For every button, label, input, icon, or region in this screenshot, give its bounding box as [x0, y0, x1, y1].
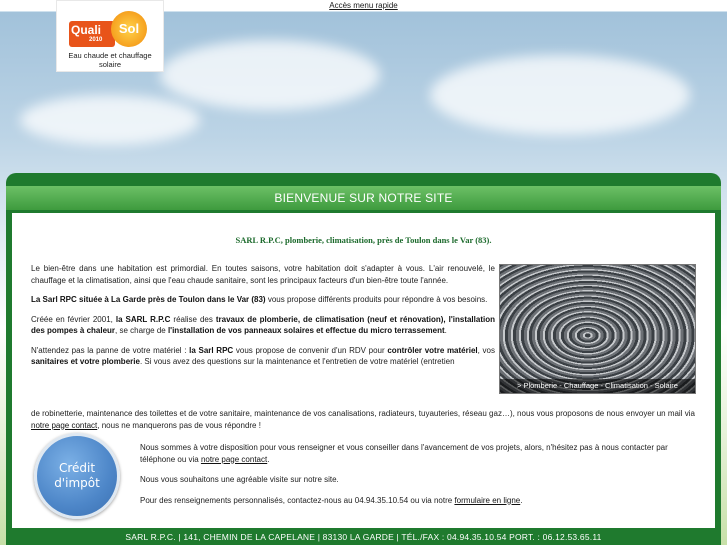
services-text: réalise des: [170, 314, 216, 324]
intro-paragraph: Le bien-être dans une habitation est primordial. En toutes saisons, votre habitation doit s'adapter à vous. L'air renouvelé, le chauffage et la climatisation, ainsi que l'eau chaude sanitaire, sont les principaux facteurs d'un bien-être toute l'année.: [31, 264, 495, 285]
maintenance-text: , vos: [477, 345, 495, 355]
welcome-visit-paragraph: Nous vous souhaitons une agréable visite sur notre site.: [140, 475, 339, 484]
services-company: la SARL R.P.C: [115, 314, 171, 324]
content-panel: [12, 213, 715, 528]
floor-heating-photo: [499, 264, 696, 394]
tax-credit-badge[interactable]: [34, 433, 120, 519]
logo-sol-text: Sol: [118, 21, 140, 36]
maintenance-text: N'attendez pas la panne de votre matériel :: [31, 345, 190, 355]
phone-paragraph: [140, 495, 700, 507]
contact-paragraph: [140, 442, 700, 465]
maintenance-company: la Sarl RPC: [189, 345, 234, 355]
company-text: vous propose différents produits pour répondre à vos besoins.: [265, 295, 488, 304]
services-solar: l'installation de vos panneaux solaires et effectue du micro terrassement: [167, 326, 445, 335]
maintenance-paragraph: [31, 345, 495, 368]
quick-menu-link[interactable]: Accès menu rapide: [329, 1, 398, 10]
qualisol-logo[interactable]: [56, 0, 164, 72]
footer-address: SARL R.P.C. | 141, CHEMIN DE LA CAPELANE | 83130 LA GARDE | TÉL./FAX : 04.94.35.10.54 PORT. : 06.12.53.65.11: [6, 530, 721, 545]
maintenance-continued: [31, 408, 711, 431]
page-subtitle: SARL R.P.C, plomberie, climatisation, près de Toulon dans le Var (83).: [235, 235, 492, 245]
services-works: travaux de plomberie, de climatisation (neuf et rénovation), l'installation des pompes à chaleur: [31, 314, 495, 335]
maintenance-text: de robinetterie, maintenance des toilettes et de votre sanitaire, maintenance de vos canalisations, radiateurs, tuyauteries, réseau gaz…), nous vous proposons de nous envoyer un mail via: [31, 409, 695, 418]
company-location: La Sarl RPC située à La Garde près de Toulon dans le Var (83): [31, 295, 266, 304]
qualisol-badge: [69, 9, 147, 47]
sun-icon: [111, 11, 147, 47]
maintenance-text: . Si vous avez des questions sur la maintenance et l'entretien de votre matériel (entretien: [139, 357, 455, 366]
company-paragraph: [31, 294, 495, 306]
contact-text-part: .: [520, 495, 523, 505]
contact-text: [140, 442, 700, 515]
sky-cloud: [20, 95, 200, 145]
maintenance-sanitary: sanitaires et votre plomberie: [31, 357, 140, 366]
maintenance-check: contrôler votre matériel: [387, 345, 478, 355]
online-form-link[interactable]: formulaire en ligne: [454, 495, 521, 505]
services-paragraph: [31, 314, 495, 337]
services-text: , se charge de: [115, 326, 168, 335]
sky-cloud: [160, 40, 380, 110]
contact-text-part: Nous sommes à votre disposition pour vous renseigner et vous conseiller dans l'avancement de vos projets, alors, n'hésitez pas à nous contacter par téléphone ou via: [140, 443, 668, 464]
services-text: .: [444, 326, 447, 335]
contact-text-part: .: [267, 454, 270, 464]
credit-line2: d'impôt: [54, 476, 100, 490]
welcome-header: BIENVENUE SUR NOTRE SITE: [6, 186, 721, 210]
credit-line1: Crédit: [58, 461, 96, 475]
services-text: Créée en février 2001,: [31, 314, 116, 324]
sky-cloud: [430, 55, 690, 135]
logo-caption: Eau chaude et chauffage solaire: [68, 51, 152, 69]
contact-text-part: Pour des renseignements personnalisés, contactez-nous au 04.94.35.10.54 ou via notre: [140, 495, 455, 505]
contact-page-link[interactable]: notre page contact: [200, 454, 268, 464]
contact-page-link[interactable]: notre page contact: [31, 420, 98, 430]
intro-text: [31, 263, 495, 376]
logo-year: 2010: [89, 37, 103, 43]
maintenance-text: vous propose de convenir d'un RDV pour: [233, 345, 388, 355]
maintenance-text: , nous ne manquerons pas de vous répondre !: [97, 420, 261, 430]
photo-caption[interactable]: > Plomberie - Chauffage - Climatisation - Solaire: [500, 379, 695, 393]
logo-quali-text: Quali: [69, 21, 115, 47]
